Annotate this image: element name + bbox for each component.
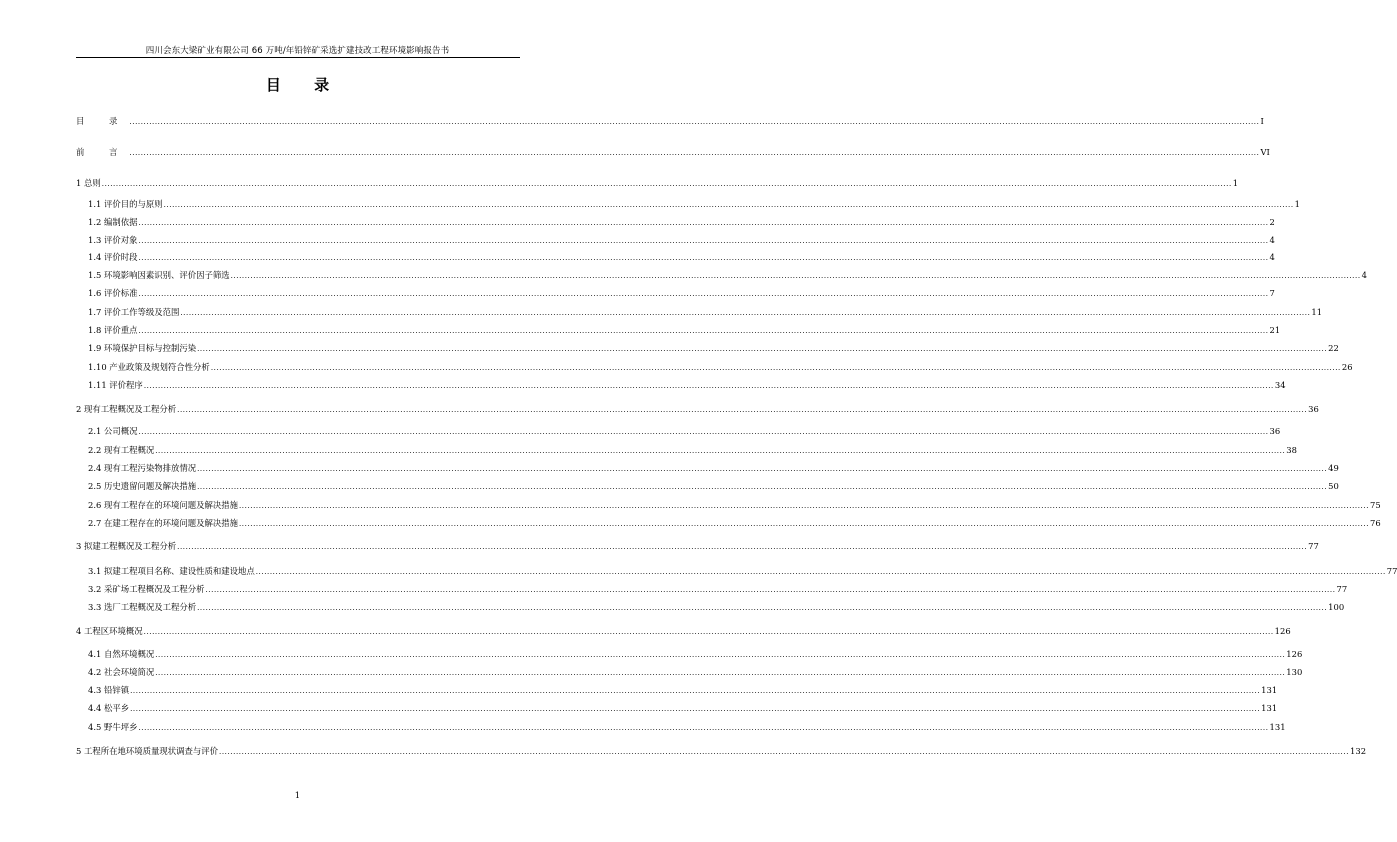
- toc-entry-label: 4.5 野牛坪乡: [88, 722, 138, 732]
- toc-entry-label: 1.4 评价时段: [88, 252, 138, 262]
- toc-entry-label: 1.2 编制依据: [88, 217, 138, 227]
- toc-entry-page: 77: [1308, 541, 1319, 551]
- toc-leader-dots: ................................................................................................................................................................................................................................................................................................................................................................................................................: [138, 724, 1269, 732]
- toc-section-entry[interactable]: [88, 666, 1303, 678]
- toc-entry-label: 3 拟建工程概况及工程分析: [76, 541, 177, 551]
- toc-chapter-entry[interactable]: [76, 115, 1264, 127]
- toc-entry-page: 4: [1361, 270, 1367, 280]
- toc-section-entry[interactable]: [88, 444, 1297, 456]
- toc-entry-page: 36: [1269, 426, 1281, 436]
- toc-entry-label: 4 工程区环境概况: [76, 626, 143, 636]
- toc-entry-page: 131: [1269, 722, 1286, 732]
- page-number: 1: [294, 791, 301, 801]
- toc-entry-label: 1.5 环境影响因素识别、评价因子筛选: [88, 270, 230, 280]
- toc-entry-page: 34: [1274, 380, 1286, 390]
- toc-section-entry[interactable]: [88, 684, 1278, 696]
- toc-entry-label: 1.7 评价工作等级及范围: [88, 307, 180, 317]
- toc-leader-dots: ................................................................................................................................................................................................................................................................................................................................................................................................................: [219, 748, 1350, 756]
- toc-leader-dots: ................................................................................................................................................................................................................................................................................................................................................................................................................: [129, 118, 1260, 126]
- toc-leader-dots: ................................................................................................................................................................................................................................................................................................................................................................................................................: [155, 447, 1286, 455]
- toc-entry-label: 3.1 拟建工程项目名称、建设性质和建设地点: [88, 566, 255, 576]
- toc-entry-page: 50: [1328, 481, 1339, 491]
- toc-entry-label: 4.3 铅锌镇: [88, 685, 130, 695]
- toc-entry-page: 49: [1328, 463, 1339, 473]
- toc-entry-page: 131: [1261, 685, 1278, 695]
- toc-entry-page: 126: [1274, 626, 1291, 636]
- toc-leader-dots: ................................................................................................................................................................................................................................................................................................................................................................................................................: [138, 290, 1269, 298]
- toc-entry-page: 7: [1269, 288, 1275, 298]
- toc-section-entry[interactable]: [88, 565, 1397, 577]
- toc-section-entry[interactable]: [88, 499, 1381, 511]
- toc-section-entry[interactable]: [88, 269, 1367, 281]
- toc-entry-label: 1.1 评价目的与原则: [88, 199, 163, 209]
- toc-entry-page: VI: [1260, 147, 1270, 157]
- toc-section-entry[interactable]: [88, 462, 1339, 474]
- toc-leader-dots: ................................................................................................................................................................................................................................................................................................................................................................................................................: [138, 254, 1269, 262]
- toc-entry-label: 1.8 评价重点: [88, 325, 138, 335]
- toc-leader-dots: ................................................................................................................................................................................................................................................................................................................................................................................................................: [197, 604, 1328, 612]
- toc-entry-label: 1.11 评价程序: [88, 380, 143, 390]
- toc-entry-page: 21: [1269, 325, 1281, 335]
- toc-entry-label: 1.10 产业政策及规划符合性分析: [88, 362, 210, 372]
- toc-section-entry[interactable]: [88, 216, 1275, 228]
- toc-entry-label: 4.1 自然环境概况: [88, 649, 155, 659]
- toc-section-entry[interactable]: [88, 721, 1286, 733]
- toc-chapter-entry[interactable]: [76, 146, 1270, 158]
- toc-section-entry[interactable]: [88, 583, 1348, 595]
- toc-entry-label: 目 录: [76, 116, 129, 126]
- toc-leader-dots: ................................................................................................................................................................................................................................................................................................................................................................................................................: [130, 705, 1261, 713]
- toc-leader-dots: ................................................................................................................................................................................................................................................................................................................................................................................................................: [177, 406, 1308, 414]
- toc-section-entry[interactable]: [88, 702, 1278, 714]
- toc-entry-page: 77: [1386, 566, 1397, 576]
- toc-entry-page: 38: [1286, 445, 1297, 455]
- toc-entry-page: 2: [1269, 217, 1275, 227]
- toc-entry-page: 1: [1294, 199, 1300, 209]
- toc-entry-label: 2.4 现有工程污染物排放情况: [88, 463, 197, 473]
- header-rule: [76, 57, 520, 58]
- toc-entry-label: 4.2 社会环境简况: [88, 667, 155, 677]
- toc-entry-page: 100: [1328, 602, 1345, 612]
- toc-entry-label: 2 现有工程概况及工程分析: [76, 404, 177, 414]
- toc-entry-page: 4: [1269, 235, 1275, 245]
- toc-entry-label: 1 总则: [76, 178, 101, 188]
- toc-section-entry[interactable]: [88, 234, 1275, 246]
- toc-section-entry[interactable]: [88, 198, 1300, 210]
- toc-leader-dots: ................................................................................................................................................................................................................................................................................................................................................................................................................: [130, 687, 1261, 695]
- toc-leader-dots: ................................................................................................................................................................................................................................................................................................................................................................................................................: [177, 543, 1308, 551]
- toc-section-entry[interactable]: [88, 251, 1275, 263]
- toc-leader-dots: ................................................................................................................................................................................................................................................................................................................................................................................................................: [101, 180, 1232, 188]
- toc-leader-dots: ................................................................................................................................................................................................................................................................................................................................................................................................................: [205, 586, 1336, 594]
- toc-section-entry[interactable]: [88, 342, 1339, 354]
- toc-leader-dots: ................................................................................................................................................................................................................................................................................................................................................................................................................: [163, 201, 1294, 209]
- toc-section-entry[interactable]: [88, 361, 1353, 373]
- toc-section-entry[interactable]: [88, 379, 1286, 391]
- toc-section-entry[interactable]: [88, 648, 1303, 660]
- toc-leader-dots: ................................................................................................................................................................................................................................................................................................................................................................................................................: [155, 669, 1286, 677]
- toc-entry-label: 3.2 采矿场工程概况及工程分析: [88, 584, 205, 594]
- toc-entry-page: 1: [1232, 178, 1239, 188]
- toc-leader-dots: ................................................................................................................................................................................................................................................................................................................................................................................................................: [138, 237, 1269, 245]
- toc-entry-page: 36: [1308, 404, 1319, 414]
- toc-leader-dots: ................................................................................................................................................................................................................................................................................................................................................................................................................: [138, 428, 1269, 436]
- toc-entry-page: 130: [1286, 667, 1303, 677]
- toc-entry-label: 2.1 公司概况: [88, 426, 138, 436]
- toc-leader-dots: ................................................................................................................................................................................................................................................................................................................................................................................................................: [197, 483, 1328, 491]
- toc-leader-dots: ................................................................................................................................................................................................................................................................................................................................................................................................................: [238, 520, 1370, 528]
- toc-chapter-entry[interactable]: [76, 625, 1291, 637]
- toc-title: 目 录: [265, 76, 344, 94]
- toc-leader-dots: ................................................................................................................................................................................................................................................................................................................................................................................................................: [255, 568, 1386, 576]
- toc-entry-page: 132: [1350, 746, 1367, 756]
- toc-leader-dots: ................................................................................................................................................................................................................................................................................................................................................................................................................: [129, 149, 1260, 157]
- toc-entry-page: 22: [1328, 343, 1339, 353]
- toc-section-entry[interactable]: [88, 480, 1339, 492]
- toc-entry-page: 4: [1269, 252, 1275, 262]
- toc-entry-page: 75: [1370, 500, 1381, 510]
- toc-entry-page: 126: [1286, 649, 1303, 659]
- toc-leader-dots: ................................................................................................................................................................................................................................................................................................................................................................................................................: [230, 272, 1361, 280]
- toc-entry-label: 2.6 现有工程存在的环境问题及解决措施: [88, 500, 238, 510]
- toc-chapter-entry[interactable]: [76, 403, 1319, 415]
- header-title: 四川会东大梁矿业有限公司 66 万吨/年铅锌矿采选扩建技改工程环境影响报告书: [145, 46, 450, 56]
- toc-section-entry[interactable]: [88, 324, 1281, 336]
- toc-section-entry[interactable]: [88, 306, 1323, 318]
- toc-leader-dots: ................................................................................................................................................................................................................................................................................................................................................................................................................: [143, 628, 1274, 636]
- toc-chapter-entry[interactable]: [76, 540, 1319, 552]
- toc-leader-dots: ................................................................................................................................................................................................................................................................................................................................................................................................................: [138, 219, 1269, 227]
- toc-leader-dots: ................................................................................................................................................................................................................................................................................................................................................................................................................: [155, 651, 1286, 659]
- toc-entry-label: 前 言: [76, 147, 129, 157]
- toc-entry-page: 26: [1341, 362, 1353, 372]
- toc-entry-label: 5 工程所在地环境质量现状调查与评价: [76, 746, 218, 756]
- toc-section-entry[interactable]: [88, 517, 1381, 529]
- toc-entry-page: 131: [1261, 703, 1278, 713]
- toc-entry-label: 1.9 环境保护目标与控制污染: [88, 343, 197, 353]
- toc-section-entry[interactable]: [88, 601, 1345, 613]
- toc-section-entry[interactable]: [88, 425, 1281, 437]
- toc-leader-dots: ................................................................................................................................................................................................................................................................................................................................................................................................................: [197, 465, 1328, 473]
- toc-entry-label: 4.4 松平乡: [88, 703, 130, 713]
- toc-entry-label: 1.6 评价标准: [88, 288, 138, 298]
- toc-entry-label: 2.5 历史遗留问题及解决措施: [88, 481, 197, 491]
- toc-entry-page: 77: [1336, 584, 1348, 594]
- toc-entry-label: 1.3 评价对象: [88, 235, 138, 245]
- toc-entry-page: 76: [1370, 518, 1381, 528]
- toc-entry-label: 2.7 在建工程存在的环境问题及解决措施: [88, 518, 238, 528]
- toc-leader-dots: ................................................................................................................................................................................................................................................................................................................................................................................................................: [210, 364, 1341, 372]
- toc-entry-label: 3.3 选厂工程概况及工程分析: [88, 602, 197, 612]
- toc-section-entry[interactable]: [88, 287, 1275, 299]
- toc-leader-dots: ................................................................................................................................................................................................................................................................................................................................................................................................................: [138, 327, 1269, 335]
- toc-chapter-entry[interactable]: [76, 745, 1367, 757]
- toc-entry-page: I: [1260, 116, 1264, 126]
- toc-leader-dots: ................................................................................................................................................................................................................................................................................................................................................................................................................: [143, 382, 1274, 390]
- toc-entry-page: 11: [1311, 307, 1323, 317]
- toc-leader-dots: ................................................................................................................................................................................................................................................................................................................................................................................................................: [180, 309, 1311, 317]
- toc-entry-label: 2.2 现有工程概况: [88, 445, 155, 455]
- toc-leader-dots: ................................................................................................................................................................................................................................................................................................................................................................................................................: [197, 345, 1328, 353]
- toc-leader-dots: ................................................................................................................................................................................................................................................................................................................................................................................................................: [238, 502, 1370, 510]
- toc-chapter-entry[interactable]: [76, 177, 1239, 189]
